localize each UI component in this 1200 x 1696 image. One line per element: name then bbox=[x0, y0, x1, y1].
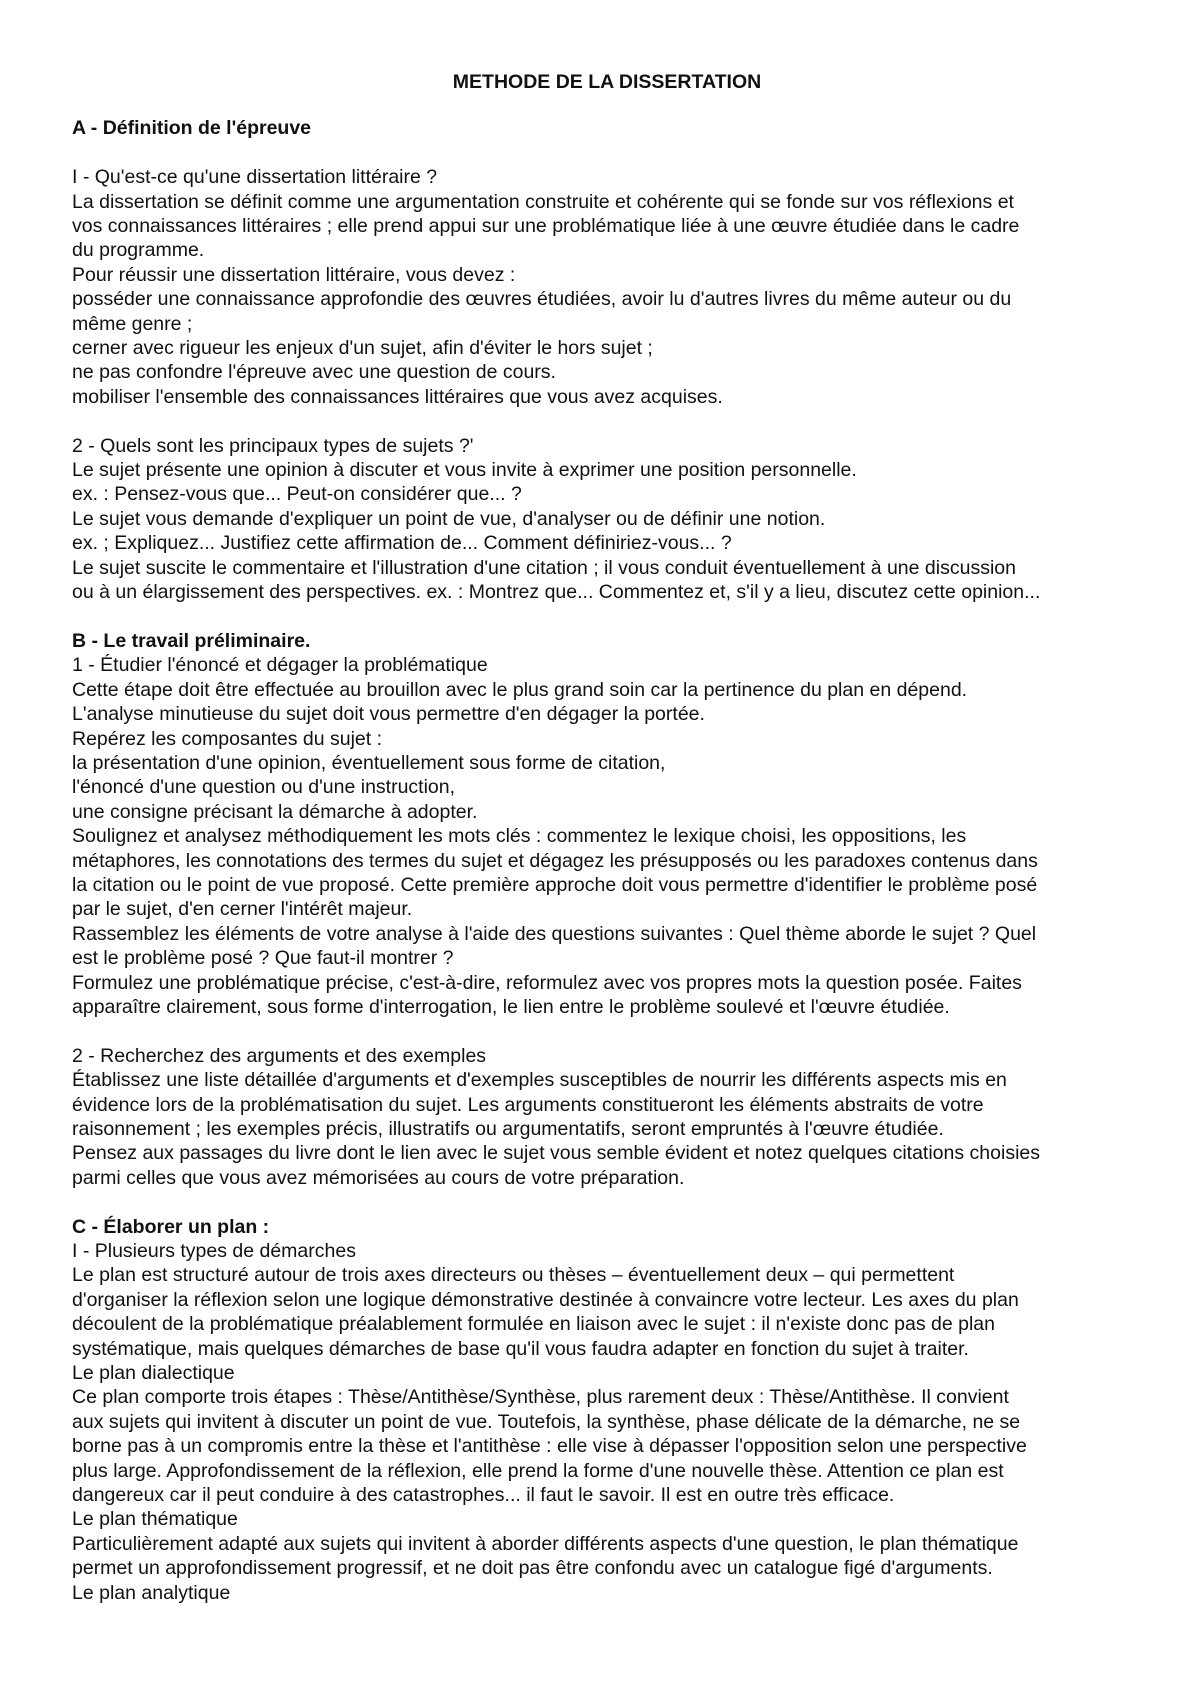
text-line: Ce plan comporte trois étapes : Thèse/Antithèse/Synthèse, plus rarement deux : Thèse/Antithèse. Il convient bbox=[72, 1386, 1009, 1409]
text-line: mobiliser l'ensemble des connaissances littéraires que vous avez acquises. bbox=[72, 385, 723, 408]
text-line: Particulièrement adapté aux sujets qui invitent à aborder différents aspects d'une question, le plan thématique bbox=[72, 1532, 1019, 1555]
text-line: Pour réussir une dissertation littéraire, vous devez : bbox=[72, 263, 516, 286]
document-section bbox=[72, 1215, 1142, 1606]
section-heading: C - Élaborer un plan : bbox=[72, 1215, 270, 1238]
text-line: évidence lors de la problématisation du sujet. Les arguments constitueront les éléments abstraits de votre bbox=[72, 1093, 984, 1116]
document-body bbox=[72, 116, 1142, 1605]
text-line: découlent de la problématique préalablement formulée en liaison avec le sujet : il n'existe donc pas de plan bbox=[72, 1313, 995, 1336]
blank-line bbox=[72, 141, 1142, 165]
text-line: Cette étape doit être effectuée au brouillon avec le plus grand soin car la pertinence du plan en dépend. bbox=[72, 678, 968, 701]
text-line: du programme. bbox=[72, 239, 205, 262]
text-line: Rassemblez les éléments de votre analyse à l'aide des questions suivantes : Quel thème aborde le sujet ? Quel bbox=[72, 922, 1037, 945]
text-line: aux sujets qui invitent à discuter un point de vue. Toutefois, la synthèse, phase délicate de la démarche, ne se bbox=[72, 1410, 1021, 1433]
text-line: 2 - Quels sont les principaux types de sujets ?' bbox=[72, 434, 474, 457]
text-line: I - Qu'est-ce qu'une dissertation littéraire ? bbox=[72, 166, 438, 189]
text-line: vos connaissances littéraires ; elle prend appui sur une problématique liée à une œuvre étudiée dans le cadre bbox=[72, 215, 1020, 238]
text-line: Établissez une liste détaillée d'arguments et d'exemples susceptibles de nourrir les différents aspects mis en bbox=[72, 1069, 1007, 1092]
blank-line bbox=[72, 409, 1142, 433]
blank-line bbox=[72, 1190, 1142, 1214]
text-line: Le plan est structuré autour de trois axes directeurs ou thèses – éventuellement deux – qui permettent bbox=[72, 1264, 955, 1287]
section-heading: B - Le travail préliminaire. bbox=[72, 629, 311, 652]
text-line: 2 - Recherchez des arguments et des exemples bbox=[72, 1044, 487, 1067]
text-line: par le sujet, d'en cerner l'intérêt majeur. bbox=[72, 898, 413, 921]
text-line: ex. : Pensez-vous que... Peut-on considérer que... ? bbox=[72, 483, 522, 506]
text-line: la présentation d'une opinion, éventuellement sous forme de citation, bbox=[72, 751, 666, 774]
blank-line bbox=[72, 1019, 1142, 1043]
blank-line bbox=[72, 605, 1142, 629]
text-line: parmi celles que vous avez mémorisées au cours de votre préparation. bbox=[72, 1166, 685, 1189]
text-line: ou à un élargissement des perspectives. ex. : Montrez que... Commentez et, s'il y a lieu, discutez cette opinion... bbox=[72, 581, 1041, 604]
text-line: I - Plusieurs types de démarches bbox=[72, 1240, 356, 1263]
section-heading: A - Définition de l'épreuve bbox=[72, 117, 312, 140]
text-line: ne pas confondre l'épreuve avec une question de cours. bbox=[72, 361, 556, 384]
text-line: systématique, mais quelques démarches de base qu'il vous faudra adapter en fonction du sujet à traiter. bbox=[72, 1337, 969, 1360]
text-line: Le plan thématique bbox=[72, 1508, 238, 1531]
text-line: Le plan dialectique bbox=[72, 1362, 235, 1385]
text-line: borne pas à un compromis entre la thèse et l'antithèse : elle vise à dépasser l'opposition selon une perspective bbox=[72, 1435, 1027, 1458]
text-line: plus large. Approfondissement de la réflexion, elle prend la forme d'une nouvelle thèse. Attention ce plan est bbox=[72, 1459, 1004, 1482]
text-line: 1 - Étudier l'énoncé et dégager la problématique bbox=[72, 654, 488, 677]
text-line: L'analyse minutieuse du sujet doit vous permettre d'en dégager la portée. bbox=[72, 703, 705, 726]
text-line: une consigne précisant la démarche à adopter. bbox=[72, 800, 478, 823]
text-line: Pensez aux passages du livre dont le lien avec le sujet vous semble évident et notez quelques citations choisies bbox=[72, 1142, 1040, 1165]
text-line: même genre ; bbox=[72, 312, 193, 335]
text-line: ex. ; Expliquez... Justifiez cette affirmation de... Comment définiriez-vous... ? bbox=[72, 532, 732, 555]
text-line: est le problème posé ? Que faut-il montrer ? bbox=[72, 947, 454, 970]
text-line: Repérez les composantes du sujet : bbox=[72, 727, 383, 750]
document-title: METHODE DE LA DISSERTATION bbox=[452, 71, 762, 93]
text-line: posséder une connaissance approfondie des œuvres étudiées, avoir lu d'autres livres du même auteur ou du bbox=[72, 288, 1012, 311]
text-line: Formulez une problématique précise, c'est-à-dire, reformulez avec vos propres mots la question posée. Faites bbox=[72, 971, 1022, 994]
text-line: Le sujet suscite le commentaire et l'illustration d'une citation ; il vous conduit éventuellement à une discussion bbox=[72, 556, 1016, 579]
text-line: cerner avec rigueur les enjeux d'un sujet, afin d'éviter le hors sujet ; bbox=[72, 337, 653, 360]
text-line: Le sujet vous demande d'expliquer un point de vue, d'analyser ou de définir une notion. bbox=[72, 507, 826, 530]
text-line: l'énoncé d'une question ou d'une instruction, bbox=[72, 776, 456, 799]
text-line: d'organiser la réflexion selon une logique démonstrative destinée à convaincre votre lecteur. Les axes du plan bbox=[72, 1288, 1019, 1311]
text-line: Le plan analytique bbox=[72, 1581, 231, 1604]
text-line: raisonnement ; les exemples précis, illustratifs ou argumentatifs, seront empruntés à l'œuvre étudiée. bbox=[72, 1118, 944, 1140]
text-line: dangereux car il peut conduire à des catastrophes... il faut le savoir. Il est en outre très efficace. bbox=[72, 1484, 895, 1507]
text-line: permet un approfondissement progressif, et ne doit pas être confondu avec un catalogue figé d'arguments. bbox=[72, 1557, 993, 1580]
document-section bbox=[72, 116, 1142, 628]
text-line: Le sujet présente une opinion à discuter et vous invite à exprimer une position personnelle. bbox=[72, 459, 857, 482]
document-section bbox=[72, 629, 1142, 1215]
text-line: apparaître clairement, sous forme d'interrogation, le lien entre le problème soulevé et l'œuvre étudiée. bbox=[72, 995, 950, 1018]
text-line: métaphores, les connotations des termes du sujet et dégagez les présupposés ou les paradoxes contenus dans bbox=[72, 849, 1038, 872]
text-line: La dissertation se définit comme une argumentation construite et cohérente qui se fonde sur vos réflexions et bbox=[72, 190, 1014, 213]
document-page bbox=[72, 66, 1142, 1605]
text-line: la citation ou le point de vue proposé. Cette première approche doit vous permettre d'identifier le problème posé bbox=[72, 873, 1038, 896]
text-line: Soulignez et analysez méthodiquement les mots clés : commentez le lexique choisi, les oppositions, les bbox=[72, 825, 967, 848]
